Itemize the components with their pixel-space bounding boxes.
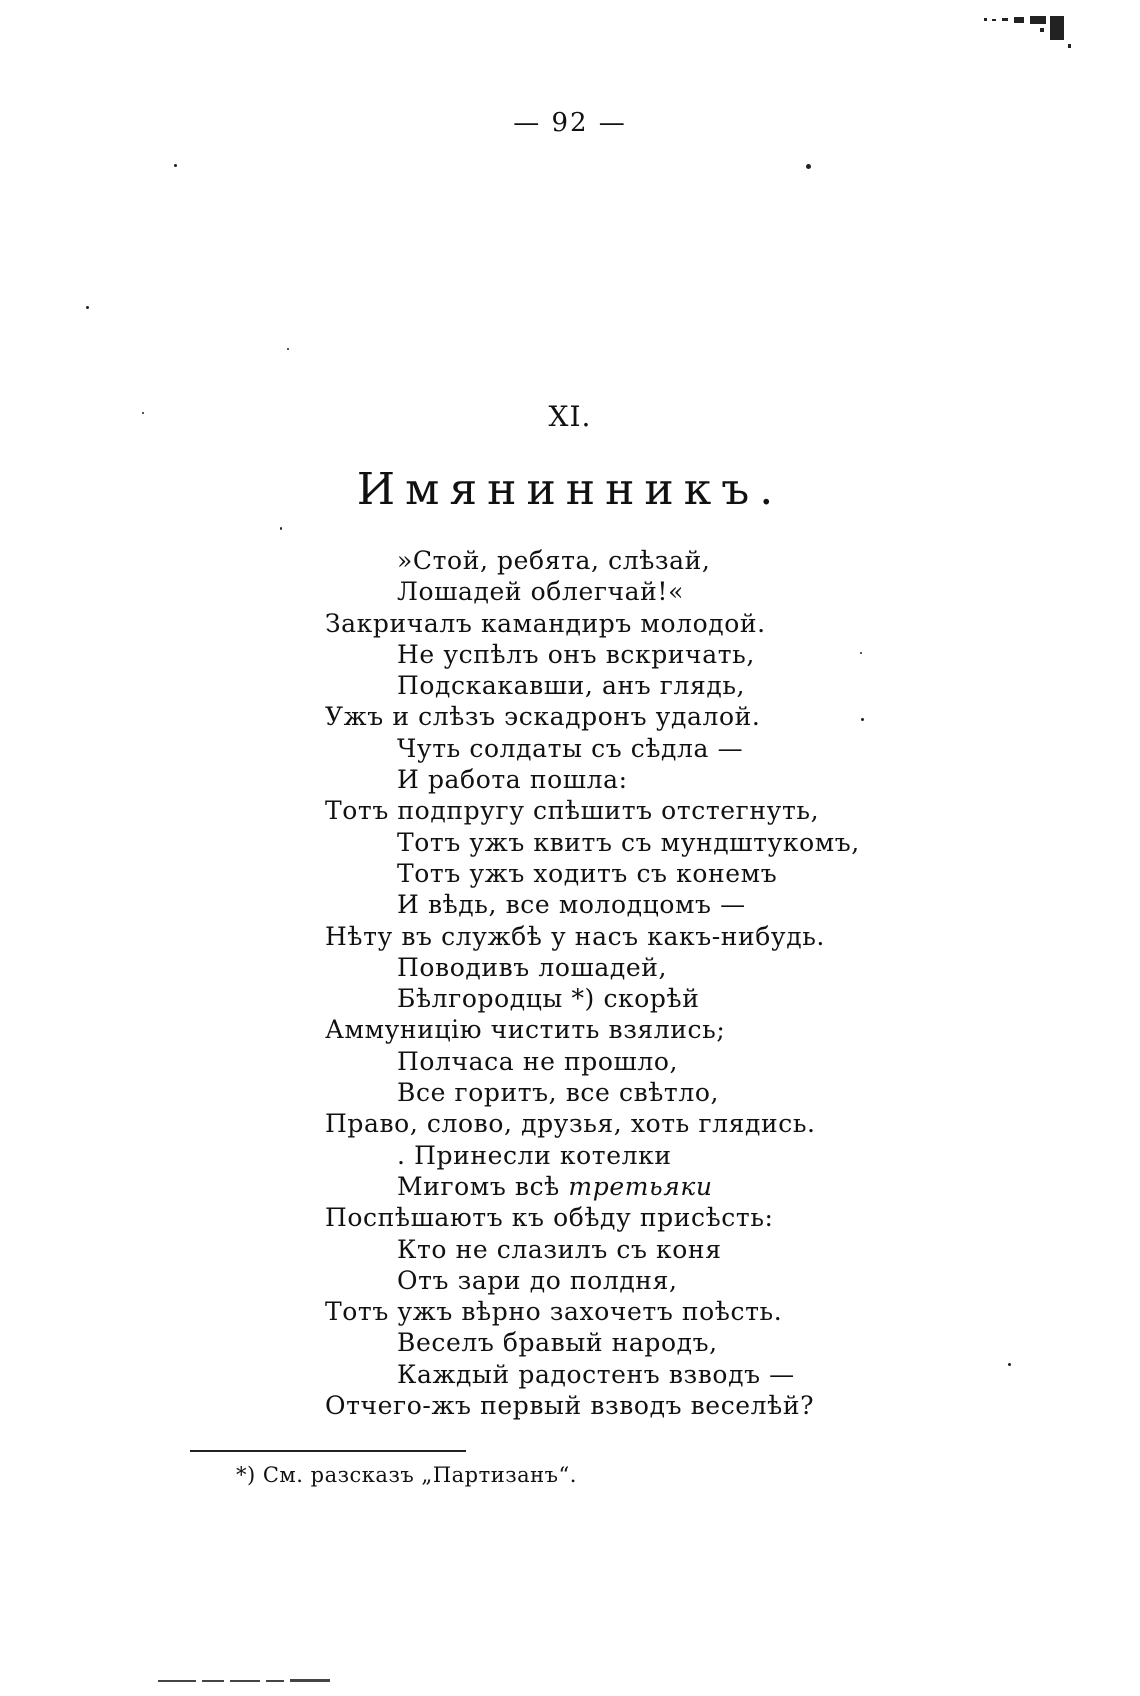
poem-line-text: Веселъ бравый народъ,	[397, 1328, 718, 1358]
poem-line-text: И работа пошла:	[397, 765, 628, 795]
poem-line-text: Чуть солдаты съ сѣдла —	[397, 733, 744, 763]
poem-line	[325, 1140, 1025, 1171]
scan-speck	[86, 306, 89, 309]
poem-line-text: Отъ зари до полдня,	[397, 1265, 678, 1295]
scan-speck	[142, 412, 144, 414]
poem-line-emphasis: третьяки	[568, 1171, 713, 1201]
poem-line-text: »Стой, ребята, слѣзай,	[397, 546, 711, 575]
poem-line	[325, 952, 1025, 983]
poem-title: Имянинникъ.	[356, 464, 784, 515]
page-number: — 92 —	[513, 108, 627, 138]
poem-line-text: Аммуницію чистить взялись;	[325, 1015, 726, 1045]
poem-line-text: Поспѣшаютъ къ обѣду присѣсть:	[325, 1203, 774, 1233]
scan-speck	[1008, 1363, 1011, 1366]
poem-line	[325, 858, 1025, 889]
poem-line	[325, 608, 1025, 639]
poem-line	[325, 1014, 1025, 1045]
scan-speck	[174, 164, 177, 167]
poem-line-text: Не успѣлъ онъ вскричать,	[397, 639, 755, 669]
poem-line	[325, 1171, 1025, 1202]
poem-line	[325, 670, 1025, 701]
poem-line-text: Все горитъ, все свѣтло,	[397, 1078, 720, 1108]
poem-line-text: Тотъ ужъ вѣрно захочетъ поѣсть.	[325, 1297, 783, 1327]
poem-line-text: Тотъ ужъ ходитъ съ конемъ	[397, 858, 778, 888]
poem-line-text: Право, слово, друзья, хоть глядись.	[325, 1109, 816, 1139]
scan-speck	[280, 527, 282, 530]
footnote: *) См. разсказъ „Партизанъ“.	[236, 1463, 577, 1487]
poem-line-text: Полчаса не прошло,	[397, 1046, 679, 1076]
poem-line-text: Мигомъ всѣ	[397, 1171, 560, 1201]
poem-line	[325, 1077, 1025, 1108]
poem-line	[325, 764, 1025, 795]
poem-line	[325, 1108, 1025, 1139]
poem-line	[325, 1265, 1025, 1296]
scan-speck	[861, 718, 864, 721]
poem-line	[325, 889, 1025, 920]
poem-line-text: Бѣлгородцы *) скорѣй	[397, 984, 700, 1014]
scan-speck	[806, 164, 811, 169]
scan-speck	[287, 348, 289, 350]
poem-line-text: Подскакавши, анъ глядь,	[397, 671, 746, 701]
poem-line	[325, 733, 1025, 764]
chapter-numeral: XI.	[548, 400, 592, 433]
poem-line	[325, 1390, 1025, 1421]
poem-line-text: Тотъ подпругу спѣшитъ отстегнуть,	[325, 796, 820, 826]
poem-line	[325, 921, 1025, 952]
poem-line	[325, 1327, 1025, 1358]
poem-line	[325, 701, 1025, 732]
poem-line-text: Нѣту въ службѣ у насъ какъ-нибудь.	[325, 921, 825, 951]
poem	[325, 545, 1025, 1421]
poem-line-text: Отчего-жъ первый взводъ веселѣй?	[325, 1391, 815, 1421]
poem-line	[325, 1046, 1025, 1077]
poem-line	[325, 827, 1025, 858]
poem-line	[325, 1296, 1025, 1327]
poem-line-text: Закричалъ камандиръ молодой.	[325, 608, 766, 638]
poem-line	[325, 639, 1025, 670]
scan-corner-mark	[980, 14, 1076, 52]
poem-line	[325, 1359, 1025, 1390]
poem-line-text: Тотъ ужъ квитъ съ мундштукомъ,	[397, 827, 860, 857]
footnote-rule	[190, 1450, 466, 1452]
poem-line-text: Кто не слазилъ съ коня	[397, 1234, 722, 1264]
poem-line-text: . Принесли котелки	[397, 1140, 672, 1170]
poem-line-text: Каждый радостенъ взводъ —	[397, 1359, 795, 1389]
poem-line	[325, 983, 1025, 1014]
poem-line	[325, 795, 1025, 826]
poem-line-text: Ужъ и слѣзъ эскадронъ удалой.	[325, 702, 761, 732]
poem-line	[325, 1202, 1025, 1233]
scan-bottom-mark	[158, 1678, 358, 1684]
poem-line-text: И вѣдь, все молодцомъ —	[397, 890, 746, 920]
poem-line	[325, 1234, 1025, 1265]
scan-speck	[860, 652, 862, 654]
poem-line	[325, 545, 1025, 576]
poem-line	[325, 576, 1025, 607]
poem-line-text: Лошадей облегчай!«	[397, 577, 684, 607]
poem-line-text: Поводивъ лошадей,	[397, 952, 668, 982]
